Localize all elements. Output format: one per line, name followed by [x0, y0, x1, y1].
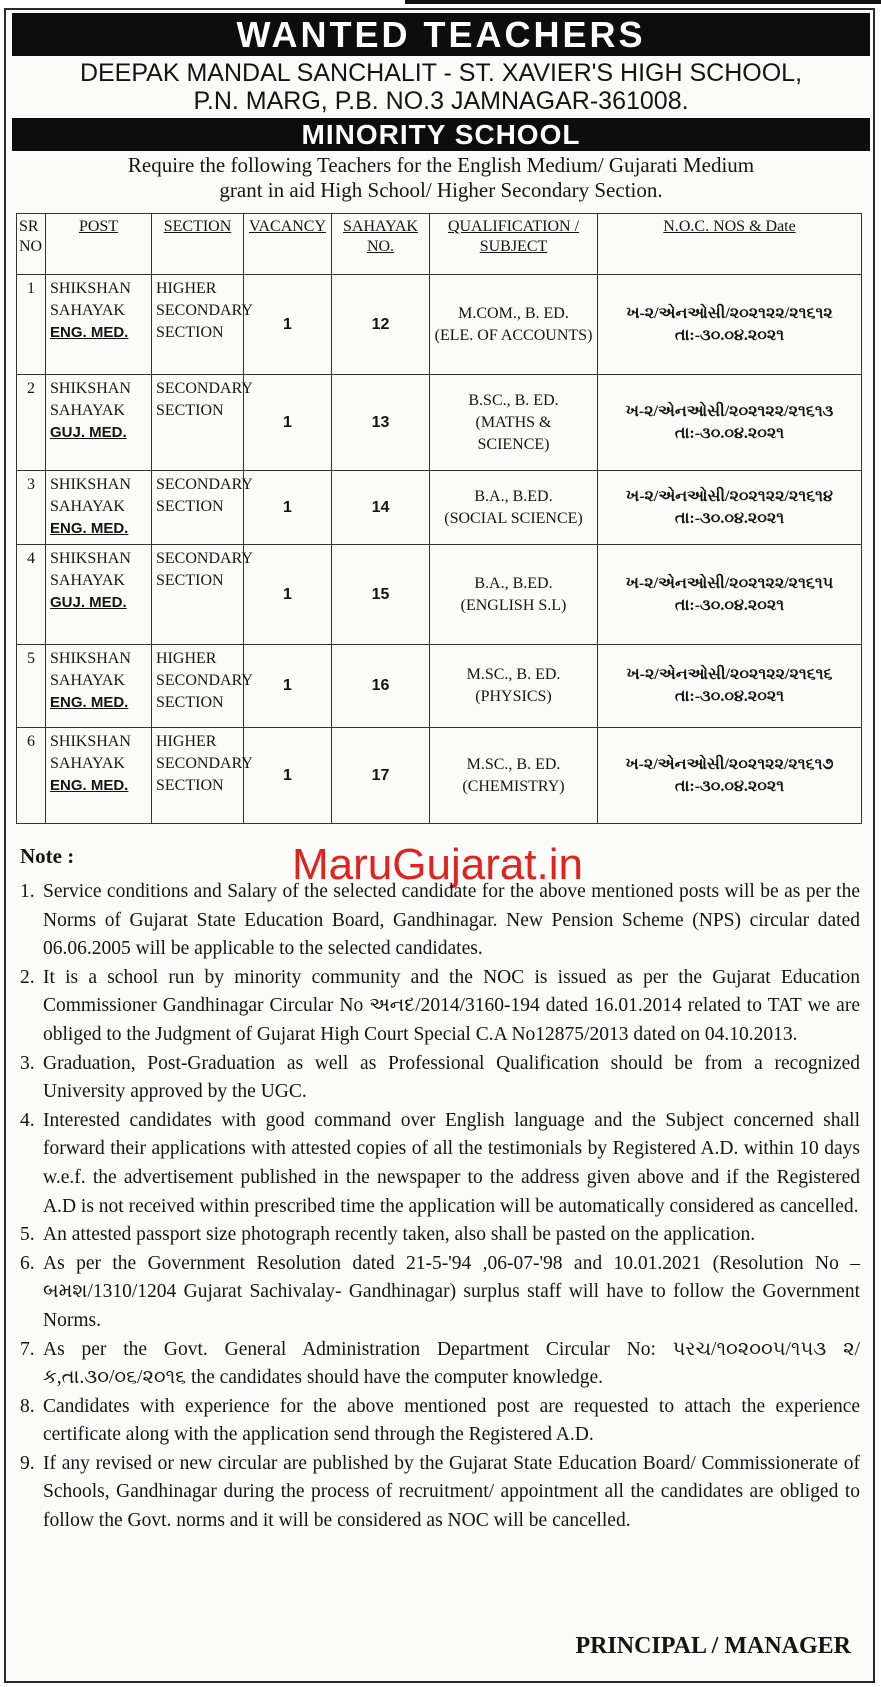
note-item — [20, 1250, 860, 1336]
qualification-cell — [430, 728, 598, 824]
vacancy-value: 1 — [283, 315, 292, 333]
note-text: It is a school run by minority community and the NOC is issued as per the Gujarat Education Commissioner Gandhinagar Circular No અનદ/2014/3160-194 dated 16.01.2014 related to TAT we are obliged to the Judgment of Gujarat High Court Special C.A No12875/2013 dated on 04.10.2013. — [43, 966, 860, 1045]
sahayak-cell — [332, 645, 430, 728]
noc-number: ખ-૨/એનઓસી/૨૦૨૧૨૨/૨૧૬૧૬ — [626, 666, 833, 683]
noc-cell — [598, 645, 862, 728]
col-header-noc: N.O.C. NOS & Date — [598, 214, 862, 275]
sr-cell — [17, 275, 46, 375]
note-number: 5. — [20, 1224, 35, 1246]
minority-school-banner: MINORITY SCHOOL — [12, 118, 870, 151]
table-row — [17, 645, 862, 728]
medium-label: GUJ. MED. — [50, 594, 127, 611]
note-text: As per the Government Resolution dated 21-5-'94 ,06-07-'98 and 10.01.2021 (Resolution No – બમશ/1310/1204 Gujarat Sachivalay- Gandhinagar) surplus staff will have to follow the Government Norms. — [43, 1252, 860, 1331]
sr-value: 5 — [27, 650, 35, 667]
sahayak-cell — [332, 545, 430, 645]
post-cell — [46, 275, 152, 375]
note-number: 3. — [20, 1052, 35, 1074]
note-number: 9. — [20, 1452, 35, 1474]
table-row — [17, 375, 862, 471]
qualification-line: M.SC., B. ED. — [466, 666, 561, 683]
section-line: SECTION — [156, 777, 224, 794]
note-text: As per the Govt. General Administration Department Circular No: પરચ/૧૦૨૦૦૫/૧૫૩ ૨/ક,તા.૩૦/૦૬/૨૦૧૬ the candidates should have the computer knowledge. — [43, 1338, 860, 1389]
post-line: SHIKSHAN — [50, 476, 131, 493]
page-title: WANTED TEACHERS — [12, 13, 870, 56]
section-line: SECONDARY — [156, 476, 253, 493]
sahayak-cell — [332, 375, 430, 471]
note-item — [20, 1450, 860, 1536]
qualification-line: (ENGLISH S.L) — [460, 596, 567, 614]
qualification-cell — [430, 545, 598, 645]
sahayak-value: 15 — [371, 585, 390, 603]
note-item — [20, 964, 860, 1050]
qualification-line: (CHEMISTRY) — [462, 777, 565, 795]
note-text: Candidates with experience for the above mentioned post are requested to attach the experience certificate along with the application send through the Registered A.D. — [43, 1395, 860, 1446]
section-cell — [152, 375, 253, 471]
post-line: SHIKSHAN — [50, 550, 131, 567]
post-cell — [46, 375, 152, 471]
qualification-line: SCIENCE) — [477, 435, 550, 453]
vacancy-cell — [244, 645, 332, 728]
post-cell — [46, 471, 152, 545]
post-line: SAHAYAK — [50, 572, 125, 589]
note-number: 4. — [20, 1109, 35, 1131]
section-line: SECTION — [156, 324, 224, 341]
section-cell — [152, 728, 253, 824]
sahayak-value: 12 — [371, 315, 390, 333]
note-item — [20, 1336, 860, 1393]
section-line: SECTION — [156, 402, 224, 419]
table-row — [17, 545, 862, 645]
section-line: HIGHER — [156, 280, 217, 297]
medium-label: ENG. MED. — [50, 324, 129, 341]
sahayak-cell — [332, 275, 430, 375]
table-row — [17, 471, 862, 545]
qualification-cell — [430, 645, 598, 728]
noc-number: ખ-૨/એનઓસી/૨૦૨૧૨૨/૨૧૬૧૨ — [626, 304, 833, 322]
top-edge-bar — [405, 0, 881, 4]
notes-heading: Note : — [20, 844, 75, 868]
note-number: 6. — [20, 1252, 35, 1274]
vacancy-cell — [244, 375, 332, 471]
section-line: SECTION — [156, 498, 224, 515]
noc-number: ખ-૨/એનઓસી/૨૦૨૧૨૨/૨૧૬૧૫ — [625, 574, 834, 592]
noc-date: તા:-૩૦.૦૪.૨૦૨૧ — [674, 777, 785, 795]
note-number: 8. — [20, 1395, 35, 1417]
watermark: MaruGujarat.in — [292, 840, 584, 889]
qualification-line: (SOCIAL SCIENCE) — [444, 509, 583, 527]
address-line: P.N. MARG, P.B. NO.3 JAMNAGAR-361008. — [193, 87, 689, 115]
col-header-sr: SR NO — [17, 214, 46, 275]
section-cell — [152, 275, 253, 375]
post-cell — [46, 645, 152, 728]
note-text: Interested candidates with good command over English language and the Subject concerned shall forward their applications with attested copies of all the testimonials by Registered A.D. within 10 days w.e.f. the advertisement published in the newspaper to the address given above and if the Registered A.D is not received within prescribed time the application will be automatically considered as cancelled. — [43, 1109, 860, 1217]
noc-date: તા:-૩૦.૦૪.૨૦૨૧ — [674, 688, 785, 705]
section-line: SECONDARY — [156, 380, 253, 397]
qualification-line: (PHYSICS) — [475, 688, 552, 705]
note-item — [20, 1107, 860, 1221]
qualification-line: M.COM., B. ED. — [458, 304, 569, 322]
noc-cell — [598, 728, 862, 824]
section-line: SECONDARY — [156, 302, 253, 319]
post-line: SAHAYAK — [50, 498, 125, 515]
sr-cell — [17, 471, 46, 545]
qualification-cell — [430, 471, 598, 545]
table-row — [17, 728, 862, 824]
post-line: SHIKSHAN — [50, 280, 131, 297]
noc-number: ખ-૨/એનઓસી/૨૦૨૧૨૨/૨૧૬૧૩ — [625, 402, 834, 420]
medium-label: GUJ. MED. — [50, 424, 127, 441]
section-line: SECONDARY — [156, 550, 253, 567]
section-cell — [152, 471, 253, 545]
noc-date: તા:-૩૦.૦૪.૨૦૨૧ — [674, 596, 785, 614]
post-line: SHIKSHAN — [50, 733, 131, 750]
vacancy-cell — [244, 275, 332, 375]
sr-cell — [17, 545, 46, 645]
qualification-cell — [430, 375, 598, 471]
section-cell — [152, 645, 253, 728]
noc-date: તા:-૩૦.૦૪.૨૦૨૧ — [674, 326, 785, 344]
note-text: An attested passport size photograph recently taken, also shall be pasted on the application. — [43, 1224, 756, 1246]
qualification-line: (ELE. OF ACCOUNTS) — [434, 326, 593, 344]
vacancy-value: 1 — [283, 585, 292, 603]
sahayak-value: 16 — [371, 677, 390, 694]
note-number: 7. — [20, 1338, 35, 1360]
noc-number: ખ-૨/એનઓસી/૨૦૨૧૨૨/૨૧૬૧૪ — [626, 487, 833, 505]
section-line: HIGHER — [156, 650, 217, 667]
vacancy-value: 1 — [283, 766, 292, 784]
qualification-line: B.A., B.ED. — [474, 574, 553, 592]
sahayak-cell — [332, 471, 430, 545]
col-header-qualification: QUALIFICATION / SUBJECT — [430, 214, 598, 275]
vacancy-cell — [244, 545, 332, 645]
section-line: SECTION — [156, 694, 224, 711]
sahayak-value: 13 — [371, 413, 390, 431]
note-text: If any revised or new circular are published by the Gujarat State Education Board/ Commissionerate of Schools, Gandhinagar during the process of recruitment/ appointment all the candidates are obliged to follow the Govt. norms and it will be considered as NOC will be cancelled. — [43, 1452, 860, 1532]
sr-cell — [17, 375, 46, 471]
post-cell — [46, 545, 152, 645]
vacancy-value: 1 — [283, 677, 292, 694]
vacancy-cell — [244, 728, 332, 824]
sahayak-cell — [332, 728, 430, 824]
vacancy-table — [16, 213, 862, 824]
note-number: 2. — [20, 966, 35, 988]
vacancy-value: 1 — [283, 498, 292, 516]
sr-cell — [17, 645, 46, 728]
qualification-line: M.SC., B. ED. — [466, 755, 561, 773]
requirement-line-2: grant in aid High School/ Higher Secondary Section. — [219, 178, 663, 202]
noc-number: ખ-૨/એનઓસી/૨૦૨૧૨૨/૨૧૬૧૭ — [625, 755, 834, 773]
section-cell — [152, 545, 253, 645]
sr-value: 4 — [27, 550, 35, 567]
sr-value: 3 — [27, 476, 35, 493]
medium-label: ENG. MED. — [50, 777, 129, 794]
vacancy-value: 1 — [283, 413, 292, 431]
noc-cell — [598, 375, 862, 471]
qualification-cell — [430, 275, 598, 375]
post-line: SHIKSHAN — [50, 380, 131, 397]
noc-cell — [598, 275, 862, 375]
col-header-sahayak: SAHAYAK NO. — [332, 214, 430, 275]
noc-date: તા:-૩૦.૦૪.૨૦૨૧ — [674, 424, 785, 442]
notes-list — [20, 878, 860, 1536]
note-item — [20, 1050, 860, 1107]
requirement-line-1: Require the following Teachers for the English Medium/ Gujarati Medium — [127, 153, 755, 177]
sr-value: 2 — [27, 380, 35, 397]
post-line: SAHAYAK — [50, 402, 125, 419]
post-line: SAHAYAK — [50, 302, 125, 319]
note-item — [20, 878, 860, 964]
section-line: HIGHER — [156, 733, 217, 750]
section-line: SECONDARY — [156, 672, 253, 689]
sr-cell — [17, 728, 46, 824]
sahayak-value: 17 — [371, 766, 390, 784]
qualification-line: B.SC., B. ED. — [468, 391, 559, 409]
note-text: Service conditions and Salary of the selected candidate for the above mentioned posts will be as per the Norms of Gujarat State Education Board, Gandhinagar. New Pension Scheme (NPS) circular dated 06.06.2005 will be applicable to the selected candidates. — [43, 881, 860, 960]
sahayak-value: 14 — [371, 498, 390, 516]
col-header-vacancy: VACANCY — [244, 214, 332, 275]
col-header-post: POST — [46, 214, 152, 275]
vacancy-cell — [244, 471, 332, 545]
sr-value: 1 — [27, 280, 35, 297]
note-item — [20, 1393, 860, 1450]
signature: PRINCIPAL / MANAGER — [575, 1633, 851, 1659]
post-cell — [46, 728, 152, 824]
post-line: SAHAYAK — [50, 672, 125, 689]
note-number: 1. — [20, 881, 35, 902]
section-line: SECONDARY — [156, 755, 253, 772]
note-text: Graduation, Post-Graduation as well as Professional Qualification should be from a recognized University approved by the UGC. — [43, 1052, 860, 1103]
sr-value: 6 — [27, 733, 35, 750]
qualification-line: (MATHS & — [475, 413, 552, 431]
col-header-section: SECTION — [152, 214, 244, 275]
noc-cell — [598, 545, 862, 645]
medium-label: ENG. MED. — [50, 520, 129, 537]
school-name-line: DEEPAK MANDAL SANCHALIT - ST. XAVIER'S HIGH SCHOOL, — [79, 59, 803, 87]
post-line: SAHAYAK — [50, 755, 125, 772]
noc-date: તા:-૩૦.૦૪.૨૦૨૧ — [674, 509, 785, 527]
medium-label: ENG. MED. — [50, 694, 129, 711]
post-line: SHIKSHAN — [50, 650, 131, 667]
qualification-line: B.A., B.ED. — [474, 487, 553, 505]
section-line: SECTION — [156, 572, 224, 589]
note-item — [20, 1221, 860, 1250]
table-header-row — [17, 214, 862, 275]
table-row — [17, 275, 862, 375]
noc-cell — [598, 471, 862, 545]
